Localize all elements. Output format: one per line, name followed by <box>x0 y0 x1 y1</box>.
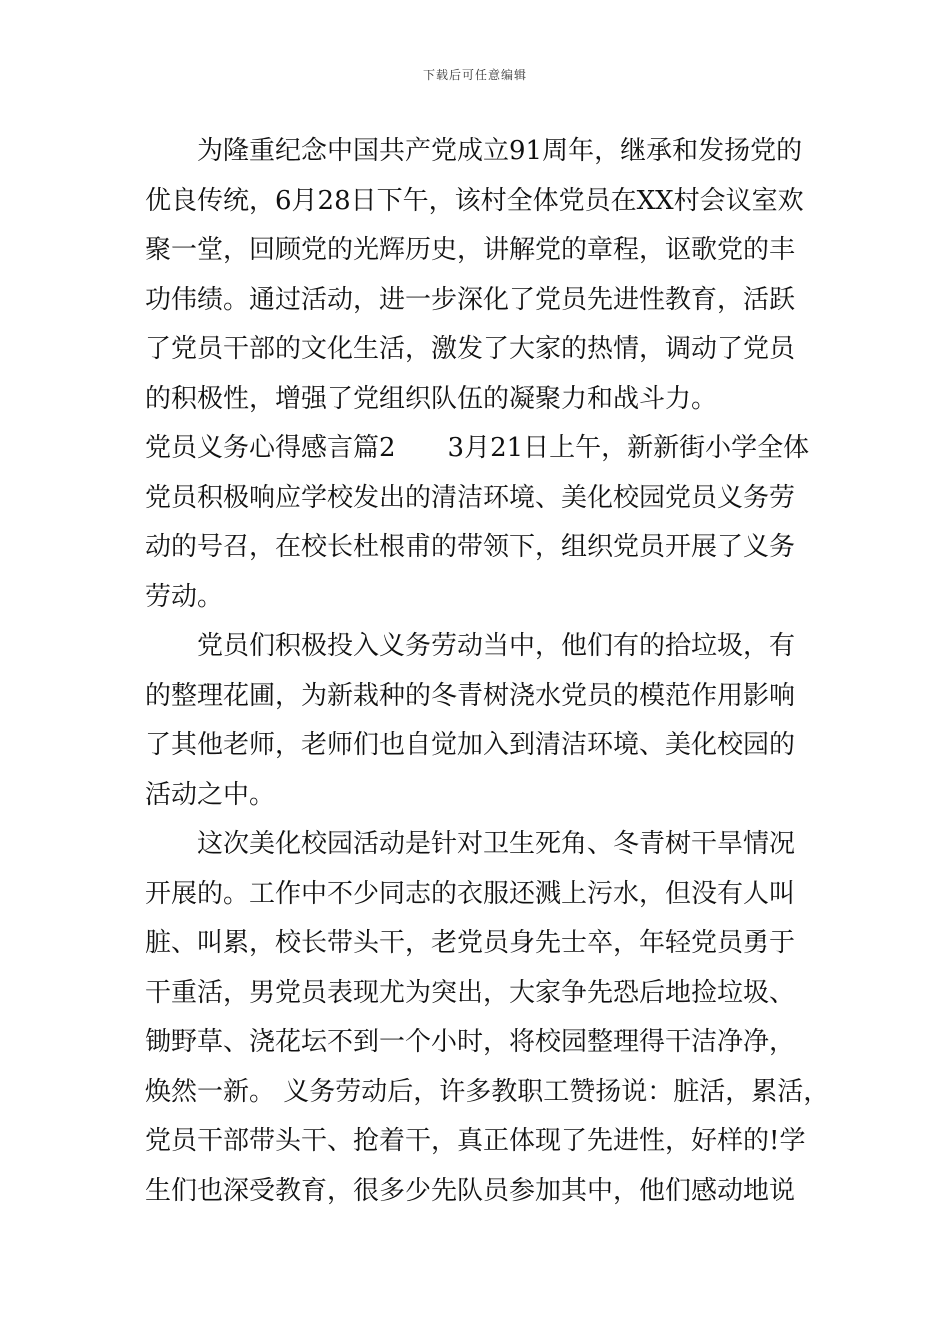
text-line: 了其他老师，老师们也自觉加入到清洁环境、美化校园的 <box>145 730 796 760</box>
body-text <box>145 127 835 1216</box>
header-note: 下载后可任意编辑 <box>422 68 527 82</box>
text-line: 党员积极响应学校发出的清洁环境、美化校园党员义务劳 <box>145 482 796 513</box>
text-line: 功伟绩。通过活动，进一步深化了党员先进性教育，活跃 <box>145 284 796 315</box>
text-line: 劳动。 <box>145 581 224 612</box>
text-line: 脏、叫累，校长带头干，老党员身先士卒，年轻党员勇于 <box>145 928 796 958</box>
text-line: 党员干部带头干、抢着干，真正体现了先进性，好样的!学 <box>145 1126 806 1156</box>
text-line: 的积极性，增强了党组织队伍的凝聚力和战斗力。 <box>145 383 718 414</box>
text-line: 聚一堂，回顾党的光辉历史，讲解党的章程，讴歌党的丰 <box>145 235 796 265</box>
text-line: 党员们积极投入义务劳动当中，他们有的拾垃圾，有 <box>197 631 796 661</box>
text-line: 活动之中。 <box>145 779 276 810</box>
text-line: 这次美化校园活动是针对卫生死角、冬青树干旱情况 <box>197 829 796 859</box>
text-line: 开展的。工作中不少同志的衣服还溅上污水，但没有人叫 <box>145 878 796 909</box>
text-line: 干重活，男党员表现尤为突出，大家争先恐后地捡垃圾、 <box>145 977 796 1008</box>
text-line: 优良传统，6月28日下午，该村全体党员在XX村会议室欢 <box>145 185 804 216</box>
text-line: 锄野草、浇花坛不到一个小时，将校园整理得干洁净净， <box>145 1027 796 1057</box>
text-line: 党员义务心得感言篇2 3月21日上午，新新街小学全体 <box>145 433 810 463</box>
text-line: 动的号召，在校长杜根甫的带领下，组织党员开展了义务 <box>145 532 796 562</box>
text-line: 为隆重纪念中国共产党成立91周年，继承和发扬党的 <box>197 136 803 166</box>
text-line: 焕然一新。 义务劳动后，许多教职工赞扬说：脏活，累活， <box>145 1076 830 1107</box>
text-line: 了党员干部的文化生活，激发了大家的热情，调动了党员 <box>145 334 796 364</box>
text-line: 的整理花圃，为新栽种的冬青树浇水党员的模范作用影响 <box>145 680 796 711</box>
text-line: 生们也深受教育，很多少先队员参加其中，他们感动地说 <box>145 1175 796 1206</box>
